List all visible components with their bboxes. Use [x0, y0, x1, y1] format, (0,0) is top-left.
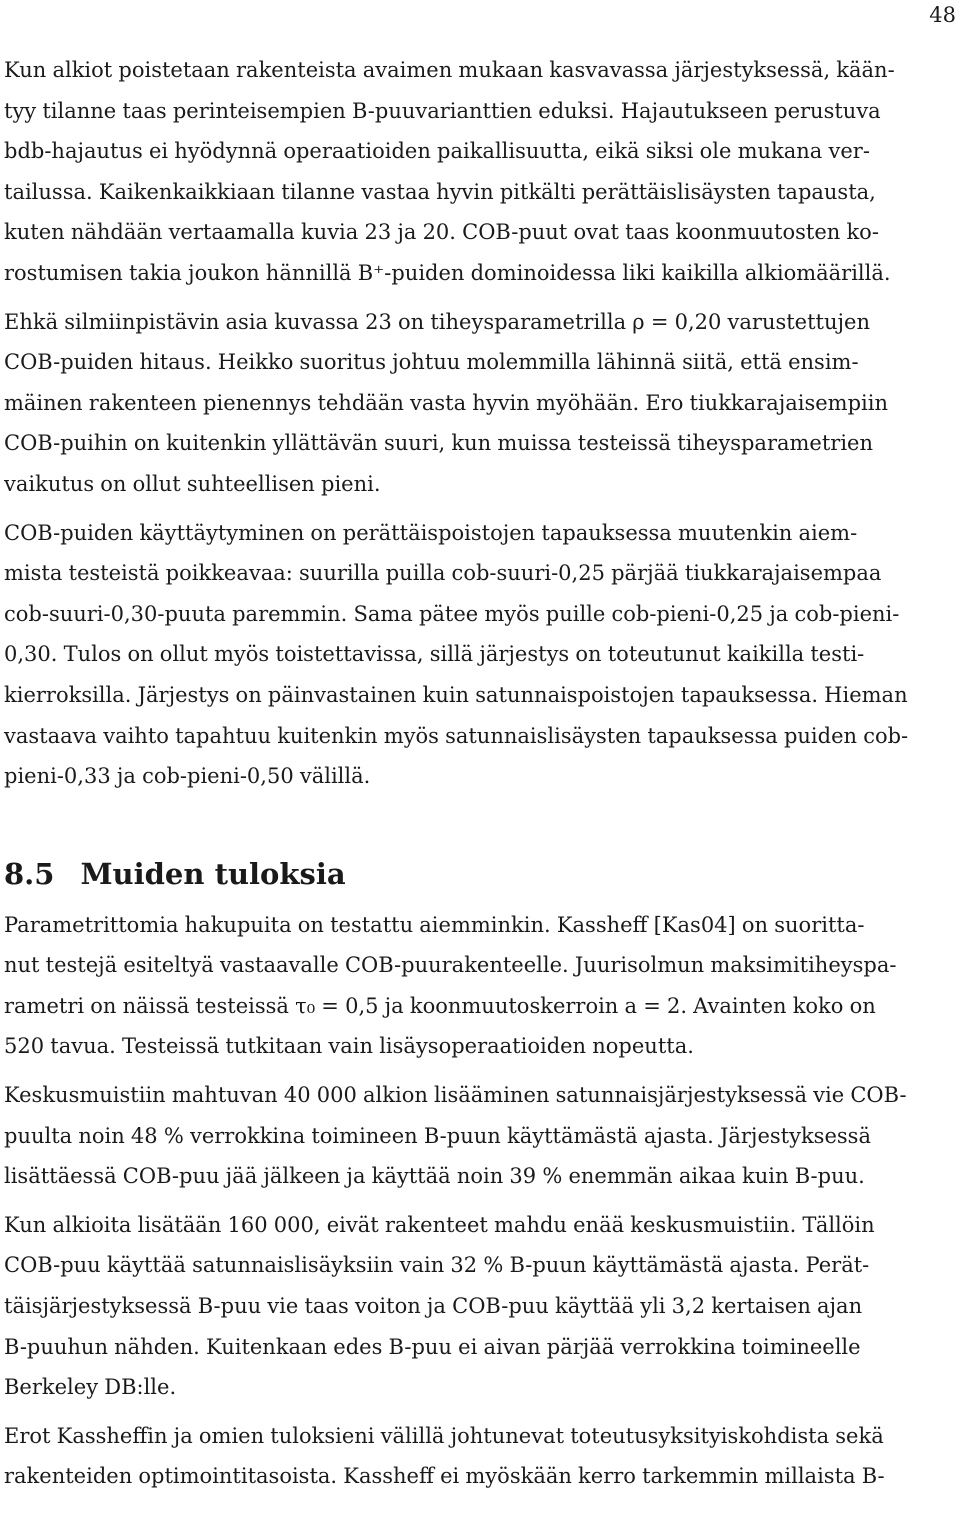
paragraph [4, 302, 956, 505]
text-line: pieni-0,33 ja cob-pieni-0,50 välillä. [4, 764, 371, 789]
page-number: 48 [929, 3, 956, 27]
text-line: rostumisen takia joukon hännillä B⁺-puiden dominoidessa liki kaikilla alkiomäärillä. [4, 260, 891, 285]
text-line: Erot Kassheffin ja omien tuloksieni välillä johtunevat toteutusyksityiskohdista sekä [4, 1423, 884, 1448]
text-line: puulta noin 48 % verrokkina toimineen B-puun käyttämästä ajasta. Järjestyksessä [4, 1123, 871, 1148]
text-line: cob-suuri-0,30-puuta paremmin. Sama pätee myös puille cob-pieni-0,25 ja cob-pieni- [4, 601, 900, 626]
text-line: kierroksilla. Järjestys on päinvastainen kuin satunnaispoistojen tapauksessa. Hieman [4, 682, 908, 707]
body-text-bottom [4, 905, 956, 1497]
text-line: lisättäessä COB-puu jää jälkeen ja käyttää noin 39 % enemmän aikaa kuin B-puu. [4, 1164, 865, 1189]
text-line: Keskusmuistiin mahtuvan 40 000 alkion lisääminen satunnaisjärjestyksessä vie COB- [4, 1083, 907, 1108]
paragraph [4, 1075, 956, 1197]
text-line: bdb-hajautus ei hyödynnä operaatioiden paikallisuutta, eikä siksi ole mukana ver- [4, 139, 870, 164]
text-line: COB-puiden hitaus. Heikko suoritus johtuu molemmilla lähinnä siitä, että ensim- [4, 350, 859, 375]
text-line: Parametrittomia hakupuita on testattu aiemminkin. Kassheff [Kas04] on suoritta- [4, 912, 865, 937]
text-line: 0,30. Tulos on ollut myös toistettavissa, sillä järjestys on toteutunut kaikilla testi- [4, 642, 865, 667]
text-line: 520 tavua. Testeissä tutkitaan vain lisäysoperaatioiden nopeutta. [4, 1034, 694, 1059]
text-line: vaikutus on ollut suhteellisen pieni. [4, 471, 381, 496]
text-line: vastaava vaihto tapahtuu kuitenkin myös satunnaislisäysten tapauksessa puiden cob- [4, 723, 909, 748]
text-line: tyy tilanne taas perinteisempien B-puuvarianttien eduksi. Hajautukseen perustuva [4, 98, 881, 123]
text-line: Kun alkioita lisätään 160 000, eivät rakenteet mahdu enää keskusmuistiin. Tällöin [4, 1212, 875, 1237]
body-text-top [4, 50, 956, 797]
text-line: mista testeistä poikkeavaa: suurilla puilla cob-suuri-0,25 pärjää tiukkarajaisempaa [4, 561, 882, 586]
text-line: kuten nähdään vertaamalla kuvia 23 ja 20. COB-puut ovat taas koonmuutosten ko- [4, 220, 879, 245]
text-line: rakenteiden optimointitasoista. Kassheff ei myöskään kerro tarkemmin millaista B- [4, 1464, 885, 1489]
text-line: Ehkä silmiinpistävin asia kuvassa 23 on tiheysparametrilla ρ = 0,20 varustettujen [4, 309, 870, 334]
paragraph [4, 905, 956, 1067]
paragraph [4, 1416, 956, 1497]
section-heading [4, 855, 956, 893]
text-line: COB-puihin on kuitenkin yllättävän suuri, kun muissa testeissä tiheysparametrien [4, 431, 873, 456]
text-line: COB-puiden käyttäytyminen on perättäispoistojen tapauksessa muutenkin aiem- [4, 520, 858, 545]
text-line: Kun alkiot poistetaan rakenteista avaimen mukaan kasvavassa järjestyksessä, kään- [4, 58, 895, 82]
text-line: B-puuhun nähden. Kuitenkaan edes B-puu ei aivan pärjää verrokkina toimineelle [4, 1334, 861, 1359]
text-line: täisjärjestyksessä B-puu vie taas voiton ja COB-puu käyttää yli 3,2 kertaisen ajan [4, 1294, 863, 1319]
page-content [4, 50, 956, 1505]
paragraph [4, 1205, 956, 1408]
text-line: COB-puu käyttää satunnaislisäyksiin vain 32 % B-puun käyttämästä ajasta. Perät- [4, 1253, 870, 1278]
section-number: 8.5 [4, 856, 55, 891]
text-line: tailussa. Kaikenkaikkiaan tilanne vastaa hyvin pitkälti perättäislisäysten tapausta, [4, 179, 876, 204]
text-line: mäinen rakenteen pienennys tehdään vasta hyvin myöhään. Ero tiukkarajaisempiin [4, 390, 888, 415]
text-line: rametri on näissä testeissä τ₀ = 0,5 ja koonmuutoskerroin a = 2. Avainten koko on [4, 993, 876, 1018]
section-title: Muiden tuloksia [80, 856, 346, 891]
text-line: Berkeley DB:lle. [4, 1375, 177, 1400]
text-line: nut testejä esiteltyä vastaavalle COB-puurakenteelle. Juurisolmun maksimitiheyspa- [4, 953, 897, 978]
paragraph [4, 513, 956, 797]
paragraph [4, 50, 956, 294]
